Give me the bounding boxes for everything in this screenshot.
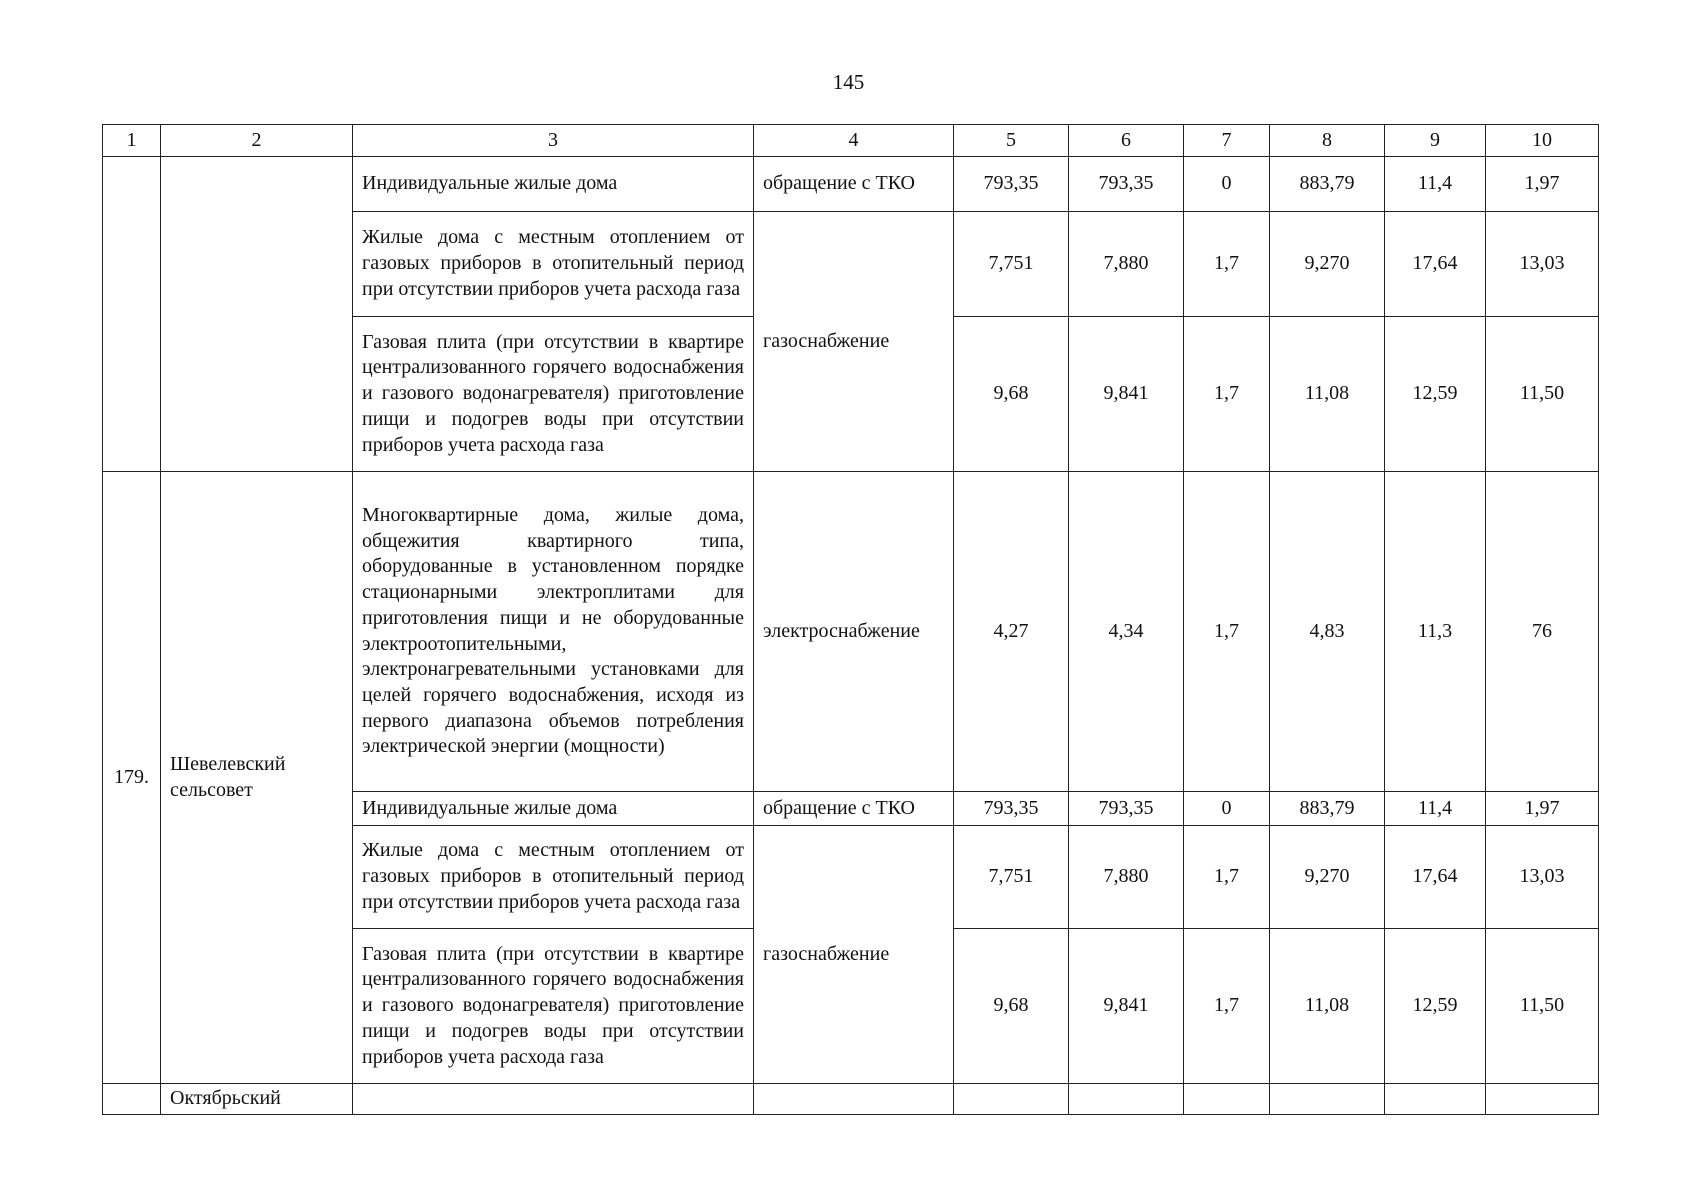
value-cell: 883,79 [1270, 157, 1385, 212]
description-cell: Индивидуальные жилые дома [353, 157, 754, 212]
value-cell: 9,841 [1069, 317, 1184, 472]
entry-number-cell: 179. [103, 472, 161, 1084]
value-cell: 11,4 [1385, 157, 1486, 212]
tariff-table [102, 124, 1599, 1115]
value-cell: 7,880 [1069, 212, 1184, 317]
municipality-cell [161, 157, 353, 472]
description-cell [353, 1084, 754, 1115]
table-row [103, 1084, 1599, 1115]
value-cell [1184, 1084, 1270, 1115]
value-cell: 76 [1486, 472, 1599, 792]
value-cell [954, 1084, 1069, 1115]
column-header: 3 [353, 125, 754, 157]
municipality-cell: Шевелевский сельсовет [161, 472, 353, 1084]
value-cell: 12,59 [1385, 929, 1486, 1084]
value-cell: 793,35 [1069, 792, 1184, 826]
value-cell: 9,270 [1270, 826, 1385, 929]
column-header: 6 [1069, 125, 1184, 157]
value-cell: 7,751 [954, 826, 1069, 929]
value-cell: 11,08 [1270, 317, 1385, 472]
entry-number-cell [103, 157, 161, 472]
service-cell [754, 1084, 954, 1115]
column-header: 4 [754, 125, 954, 157]
value-cell: 17,64 [1385, 212, 1486, 317]
column-header: 2 [161, 125, 353, 157]
description-cell: Многоквартирные дома, жилые дома, общежития квартирного типа, оборудованные в установленном порядке стационарными электроплитами для приготовления пищи и не оборудованные электроотопительными, электронагревательными установками для целей горячего водоснабжения, исходя из первого диапазона объемов потребления электрической энергии (мощности) [353, 472, 754, 792]
value-cell [1069, 1084, 1184, 1115]
value-cell: 0 [1184, 792, 1270, 826]
value-cell: 1,7 [1184, 317, 1270, 472]
table-row [103, 472, 1599, 792]
column-header: 10 [1486, 125, 1599, 157]
value-cell: 4,83 [1270, 472, 1385, 792]
service-cell: газоснабжение [754, 212, 954, 472]
municipality-cell: Октябрьский [161, 1084, 353, 1115]
value-cell: 1,7 [1184, 472, 1270, 792]
service-cell: обращение с ТКО [754, 792, 954, 826]
value-cell: 9,68 [954, 317, 1069, 472]
value-cell: 793,35 [1069, 157, 1184, 212]
value-cell: 11,08 [1270, 929, 1385, 1084]
value-cell: 12,59 [1385, 317, 1486, 472]
value-cell: 883,79 [1270, 792, 1385, 826]
value-cell: 0 [1184, 157, 1270, 212]
column-header: 5 [954, 125, 1069, 157]
value-cell [1270, 1084, 1385, 1115]
column-header: 9 [1385, 125, 1486, 157]
service-cell: газоснабжение [754, 826, 954, 1084]
value-cell: 1,7 [1184, 929, 1270, 1084]
value-cell: 9,270 [1270, 212, 1385, 317]
value-cell: 11,3 [1385, 472, 1486, 792]
value-cell: 13,03 [1486, 826, 1599, 929]
value-cell: 11,50 [1486, 317, 1599, 472]
value-cell: 4,34 [1069, 472, 1184, 792]
value-cell: 1,7 [1184, 826, 1270, 929]
value-cell: 11,4 [1385, 792, 1486, 826]
value-cell: 4,27 [954, 472, 1069, 792]
value-cell: 1,97 [1486, 792, 1599, 826]
value-cell: 7,751 [954, 212, 1069, 317]
service-cell: электроснабжение [754, 472, 954, 792]
value-cell: 9,841 [1069, 929, 1184, 1084]
value-cell: 1,97 [1486, 157, 1599, 212]
column-header: 1 [103, 125, 161, 157]
value-cell: 793,35 [954, 157, 1069, 212]
description-cell: Жилые дома с местным отоплением от газовых приборов в отопительный период при отсутствии приборов учета расхода газа [353, 826, 754, 929]
value-cell: 9,68 [954, 929, 1069, 1084]
column-header: 7 [1184, 125, 1270, 157]
description-cell: Газовая плита (при отсутствии в квартире централизованного горячего водоснабжения и газового водонагревателя) приготовление пищи и подогрев воды при отсутствии приборов учета расхода газа [353, 317, 754, 472]
description-cell: Индивидуальные жилые дома [353, 792, 754, 826]
column-number-row [103, 125, 1599, 157]
value-cell: 7,880 [1069, 826, 1184, 929]
table-row [103, 157, 1599, 212]
value-cell: 1,7 [1184, 212, 1270, 317]
entry-number-cell [103, 1084, 161, 1115]
description-cell: Жилые дома с местным отоплением от газовых приборов в отопительный период при отсутствии приборов учета расхода газа [353, 212, 754, 317]
page-number: 145 [832, 70, 865, 94]
service-cell: обращение с ТКО [754, 157, 954, 212]
value-cell: 793,35 [954, 792, 1069, 826]
value-cell: 11,50 [1486, 929, 1599, 1084]
value-cell: 17,64 [1385, 826, 1486, 929]
value-cell [1486, 1084, 1599, 1115]
description-cell: Газовая плита (при отсутствии в квартире централизованного горячего водоснабжения и газового водонагревателя) приготовление пищи и подогрев воды при отсутствии приборов учета расхода газа [353, 929, 754, 1084]
value-cell [1385, 1084, 1486, 1115]
value-cell: 13,03 [1486, 212, 1599, 317]
column-header: 8 [1270, 125, 1385, 157]
